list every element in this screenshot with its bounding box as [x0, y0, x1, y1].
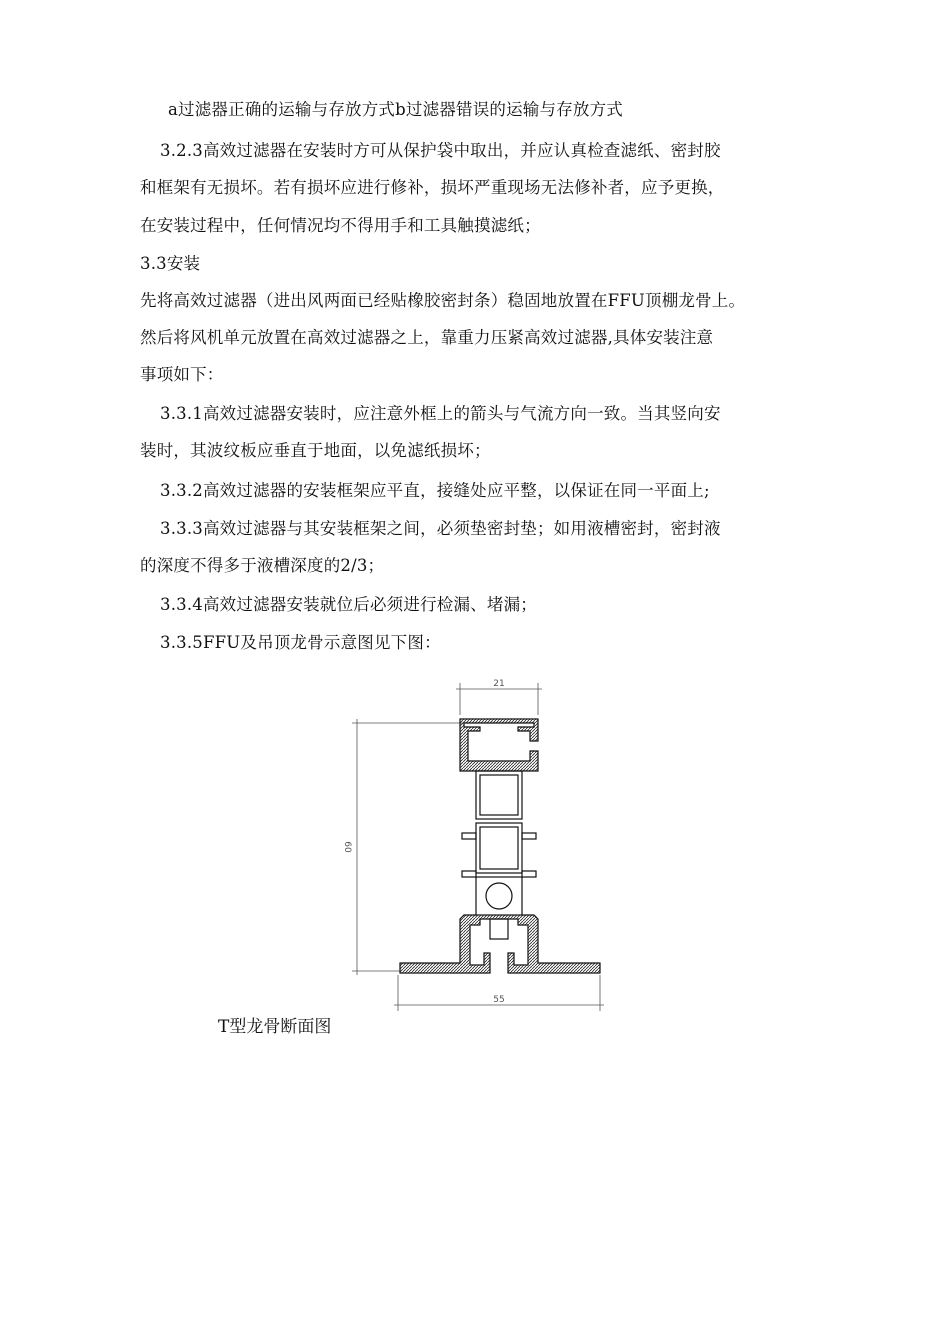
dim-left-label: 60: [342, 841, 352, 853]
paragraph-line: 3.3.3高效过滤器与其安装框架之间，必须垫密封垫；如用液槽密封，密封液: [160, 519, 721, 538]
profile-web: [462, 771, 536, 915]
dim-bottom-label: 55: [493, 995, 505, 1005]
paragraph-line: 然后将风机单元放置在高效过滤器之上，靠重力压紧高效过滤器,具体安装注意: [140, 328, 714, 347]
paragraph-line: 3.3.2高效过滤器的安装框架应平直，接缝处应平整，以保证在同一平面上;: [160, 481, 710, 500]
profile-top-channel: [460, 719, 538, 771]
paragraph-line: 装时，其波纹板应垂直于地面，以免滤纸损坏；: [140, 441, 491, 460]
figure-caption: T型龙骨断面图: [218, 1017, 332, 1037]
paragraph-line: 3.3.1高效过滤器安装时，应注意外框上的箭头与气流方向一致。当其竖向安: [160, 404, 721, 423]
paragraph-line: 和框架有无损坏。若有损坏应进行修补，损坏严重现场无法修补者，应予更换，: [140, 178, 725, 197]
dimension-bottom: [394, 975, 604, 1011]
paragraph-line: 3.2.3高效过滤器在安装时方可从保护袋中取出，并应认真检查滤纸、密封胶: [160, 141, 721, 160]
dimension-left: [342, 719, 464, 975]
dim-top-label: 21: [493, 679, 505, 689]
paragraph-line: 的深度不得多于液槽深度的2/3；: [140, 556, 385, 575]
paragraph-line: 先将高效过滤器（进出风两面已经贴橡胶密封条）稳固地放置在FFU顶棚龙骨上。: [140, 291, 746, 310]
t-keel-cross-section-diagram: [340, 675, 620, 1015]
section-heading: 3.3安装: [140, 254, 201, 273]
profile-base-flange: [400, 915, 600, 973]
paragraph-line: 3.3.4高效过滤器安装就位后必须进行检漏、堵漏；: [160, 595, 537, 614]
paragraph-line: 3.3.5FFU及吊顶龙骨示意图见下图：: [160, 633, 441, 652]
paragraph-line: 事项如下：: [140, 365, 224, 384]
paragraph-line: 在安装过程中，任何情况均不得用手和工具触摸滤纸；: [140, 216, 541, 235]
figure-caption-top: a过滤器正确的运输与存放方式b过滤器错误的运输与存放方式: [168, 100, 623, 119]
dimension-top: [456, 679, 542, 715]
